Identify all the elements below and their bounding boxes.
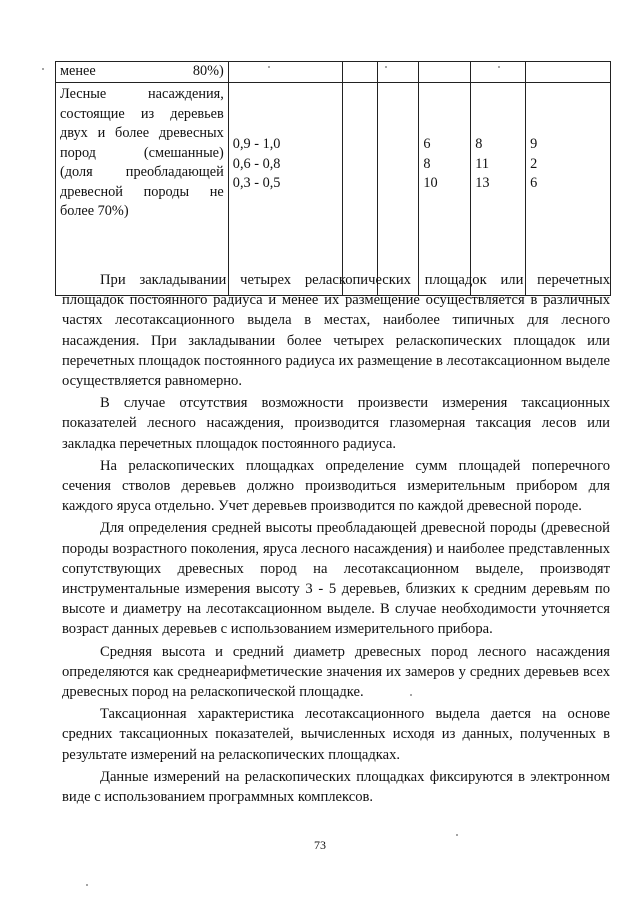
cell-text-line: двух и более древесных: [60, 125, 224, 141]
table-cell: [378, 62, 419, 83]
paragraph: Таксационная характеристика лесотаксационного выдела дается на основе средних таксационных показателей, вычисленных исходя из данных, полученных в результате измерений на реласкопических площадках.: [62, 706, 610, 763]
cell-text-line: Лесные насаждения,: [60, 86, 224, 102]
table-cell-values: [419, 83, 471, 296]
paragraph: При закладывании четырех реласкопических площадок или перечетных площадок постоянного радиуса и менее их размещение осуществляется в различных частях лесотаксационного выдела в местах, наиболее типичных для лесного насаждения. При закладывании более четырех реласкопических площадок или перечетных площадок постоянного радиуса их размещение в лесотаксационном выделе осуществляется равномерно.: [62, 272, 610, 390]
forest-density-table: [55, 61, 611, 296]
page-number: 73: [314, 838, 326, 852]
range-value: 0,6 - 0,8: [232, 155, 281, 172]
table-cell-ranges: [228, 83, 342, 296]
paragraph: На реласкопических площадках определение сумм площадей поперечного сечения стволов деревьев должно производиться измерительным прибором для каждого яруса отдельно. Учет деревьев производится по каждой древесной породе.: [62, 457, 610, 515]
paragraph: Данные измерений на реласкопических площадках фиксируются в электронном виде с использованием программных комплексов.: [62, 768, 610, 806]
cell-value: 13: [475, 175, 490, 191]
cell-value: 8: [423, 155, 431, 172]
cell-value: 6: [423, 136, 431, 152]
cell-value: 10: [423, 175, 438, 191]
table-cell-values: [471, 83, 526, 296]
table-cell: [419, 62, 471, 83]
scan-speck: [42, 68, 44, 70]
scan-speck: [456, 834, 458, 836]
cell-value: 11: [475, 155, 490, 172]
table-cell: [378, 83, 419, 296]
paragraph: В случае отсутствия возможности произвести измерения таксационных показателей лесного насаждения, производится глазомерная таксация лесов или закладка перечетных площадок постоянного радиуса.: [62, 395, 610, 452]
scan-speck: [268, 66, 270, 68]
table-cell: [526, 62, 611, 83]
cell-value: 8: [475, 136, 483, 152]
table-cell: [228, 62, 342, 83]
table-cell: [342, 83, 378, 296]
scan-speck: [410, 694, 412, 696]
range-value: 0,9 - 1,0: [232, 136, 281, 152]
cell-text-line: более 70%): [60, 203, 129, 219]
table-cell-values: [526, 83, 611, 296]
range-value: 0,3 - 0,5: [232, 175, 281, 191]
cell-text: менее 80%): [60, 63, 224, 79]
cell-value: 2: [530, 155, 538, 172]
body-text: [62, 270, 610, 809]
paragraph: Средняя высота и средний диаметр древесных пород лесного насаждения определяются как среднеарифметические значения их замеров у средних деревьев всех древесных пород на реласкопической площадке.: [62, 643, 610, 701]
table-cell: [471, 62, 526, 83]
table-cell-category: [56, 62, 229, 83]
cell-text-line: пород (смешанные): [60, 144, 224, 161]
cell-text-line: состоящие из деревьев: [60, 105, 224, 122]
table-cell-category: [56, 83, 229, 296]
table-row: [56, 83, 611, 296]
scan-speck: [385, 66, 387, 68]
scan-speck: [498, 66, 500, 68]
cell-value: 9: [530, 136, 538, 152]
cell-text-line: (доля преобладающей: [60, 164, 224, 180]
cell-text-line: древесной породы не: [60, 183, 224, 200]
table-row: [56, 62, 611, 83]
table-cell: [342, 62, 378, 83]
paragraph: Для определения средней высоты преобладающей древесной породы (древесной породы возрастного поколения, яруса лесного насаждения) и наиболее представленных сопутствующих древесных пород на лесотаксационном выделе, производят инструментальные измерения высоту 3 - 5 деревьев, близких к средним деревьям по высоте и диаметру на лесотаксационном выделе. В случае необходимости уточняется возраст данных деревьев с использованием измерительного прибора.: [62, 520, 610, 638]
scan-speck: [86, 884, 88, 886]
cell-value: 6: [530, 175, 538, 191]
